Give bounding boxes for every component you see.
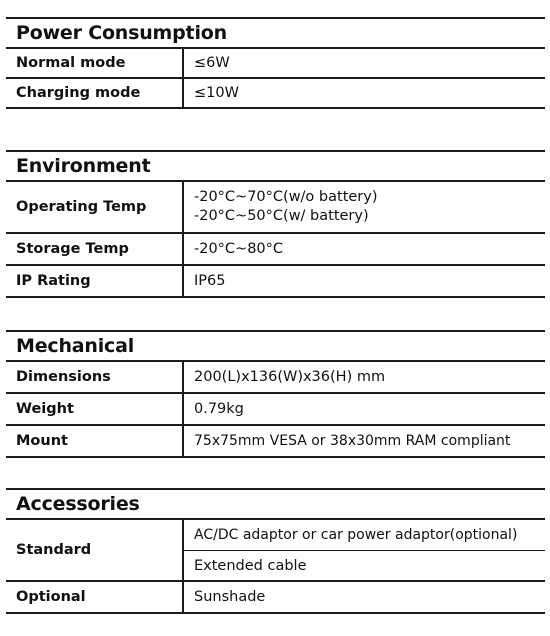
- row-value: -20°C~80°C: [194, 240, 284, 257]
- row-label: Operating Temp: [6, 182, 184, 232]
- row-value: 75x75mm VESA or 38x30mm RAM compliant: [194, 432, 511, 449]
- table-row: [6, 266, 545, 298]
- power-consumption-section: [6, 17, 545, 109]
- row-value: ≤6W: [194, 54, 230, 71]
- value-line: AC/DC adaptor or car power adaptor(optional): [194, 527, 518, 543]
- row-label: Dimensions: [6, 362, 184, 392]
- section-title: Accessories: [6, 488, 545, 520]
- row-label: Mount: [6, 426, 184, 456]
- row-value: Sunshade: [194, 588, 266, 605]
- row-value: [184, 182, 545, 232]
- value-line: -20°C~50°C(w/ battery): [194, 208, 369, 224]
- table-row: [6, 394, 545, 426]
- section-title: Mechanical: [6, 330, 545, 362]
- row-label: Standard: [6, 520, 184, 580]
- row-label: Weight: [6, 394, 184, 424]
- accessories-section: [6, 488, 545, 614]
- table-row: [6, 234, 545, 266]
- table-row: [6, 520, 545, 582]
- table-row: [6, 49, 545, 79]
- row-label: Normal mode: [6, 49, 184, 77]
- mechanical-section: [6, 330, 545, 458]
- value-line: Extended cable: [184, 550, 545, 580]
- row-value: 0.79kg: [194, 400, 244, 417]
- row-value: 200(L)x136(W)x36(H) mm: [194, 368, 386, 385]
- row-label: Storage Temp: [6, 234, 184, 264]
- table-row: [6, 362, 545, 394]
- row-value: [184, 520, 545, 580]
- table-row: [6, 582, 545, 614]
- row-label: IP Rating: [6, 266, 184, 296]
- environment-section: [6, 150, 545, 298]
- row-value: ≤10W: [194, 84, 239, 101]
- row-label: Optional: [6, 582, 184, 612]
- value-line: -20°C~70°C(w/o battery): [194, 189, 378, 205]
- section-title: Environment: [6, 150, 545, 182]
- table-row: [6, 426, 545, 458]
- section-title: Power Consumption: [6, 17, 545, 49]
- table-row: [6, 79, 545, 109]
- row-value: IP65: [194, 272, 226, 289]
- table-row: [6, 182, 545, 234]
- row-label: Charging mode: [6, 79, 184, 107]
